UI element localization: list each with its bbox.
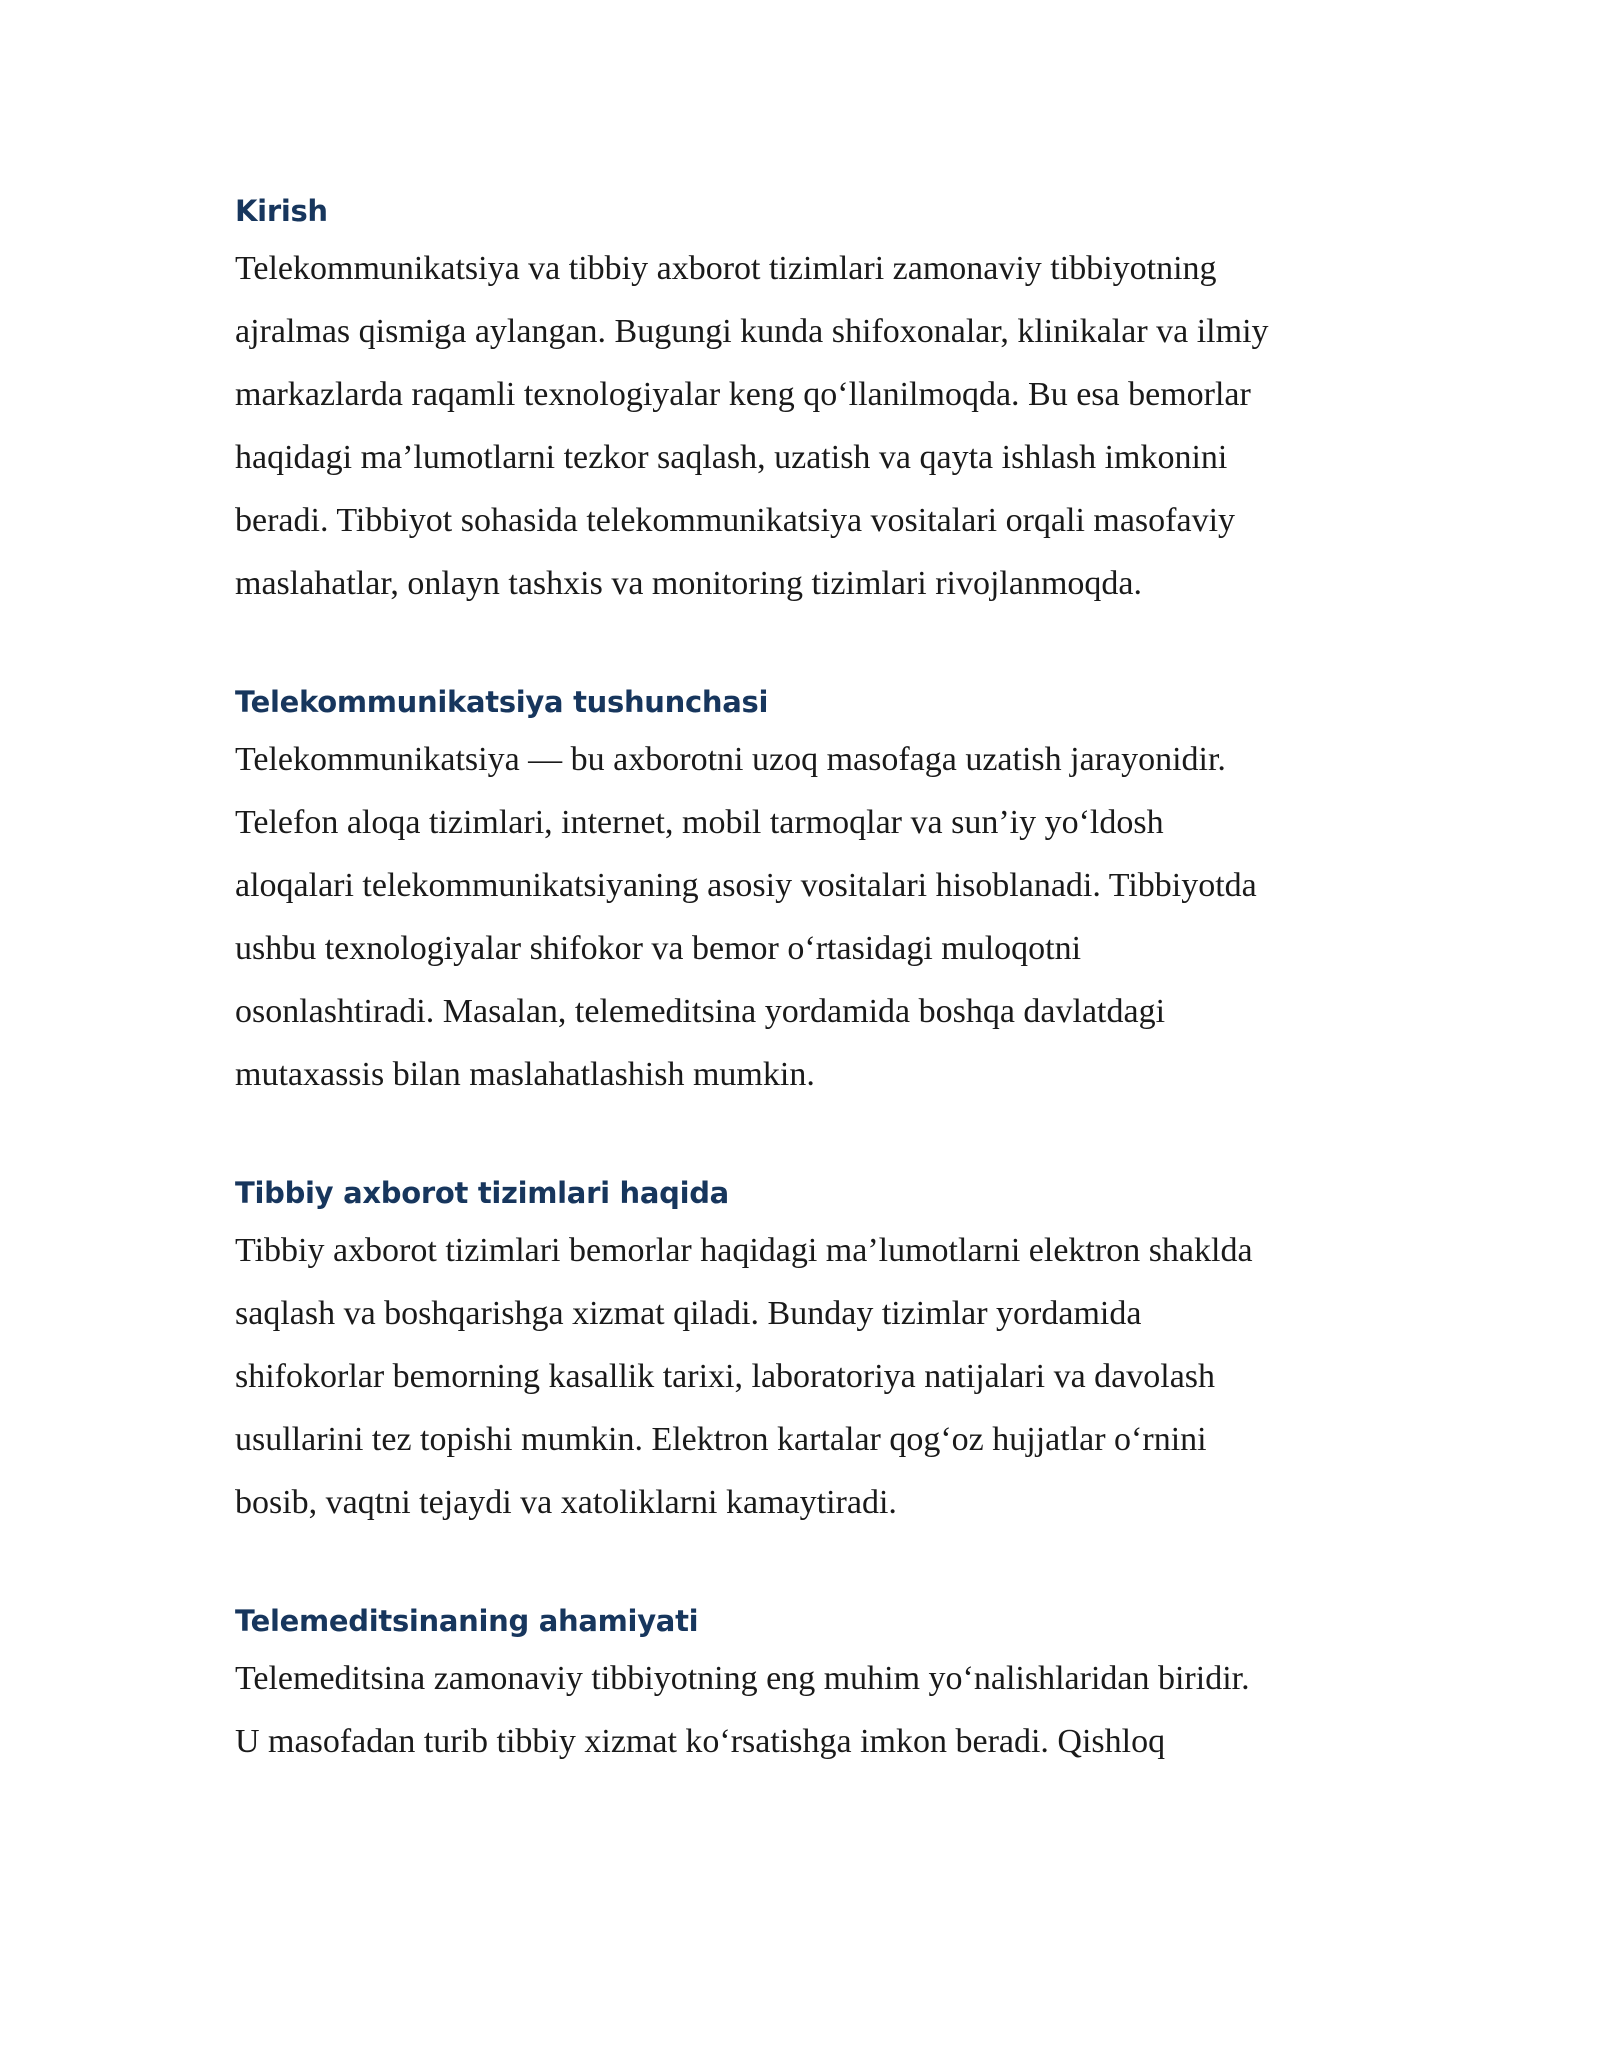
paragraph-line: Telemeditsina zamonaviy tibbiyotning eng muhim yo‘nalishlaridan biridir. <box>235 1660 1250 1697</box>
section-heading: Kirish <box>235 194 328 228</box>
paragraph-line: osonlashtiradi. Masalan, telemeditsina yordamida boshqa davlatdagi <box>235 993 1166 1030</box>
section-telekommunikatsiya <box>235 676 1365 1106</box>
section-heading: Telekommunikatsiya tushunchasi <box>235 685 769 719</box>
section-kirish <box>235 185 1365 615</box>
paragraph-line: bosib, vaqtni tejaydi va xatoliklarni kamaytiradi. <box>235 1484 897 1521</box>
paragraph-line: Telekommunikatsiya — bu axborotni uzoq masofaga uzatish jarayonidir. <box>235 741 1226 778</box>
paragraph-line: shifokorlar bemorning kasallik tarixi, laboratoriya natijalari va davolash <box>235 1358 1216 1395</box>
paragraph-line: ajralmas qismiga aylangan. Bugungi kunda shifoxonalar, klinikalar va ilmiy <box>235 313 1269 350</box>
paragraph-line: mutaxassis bilan maslahatlashish mumkin. <box>235 1056 815 1093</box>
paragraph-line: markazlarda raqamli texnologiyalar keng qo‘llanilmoqda. Bu esa bemorlar <box>235 376 1251 413</box>
paragraph-line: ushbu texnologiyalar shifokor va bemor o‘rtasidagi muloqotni <box>235 930 1082 967</box>
paragraph-line: Tibbiy axborot tizimlari bemorlar haqidagi ma’lumotlarni elektron shaklda <box>235 1232 1253 1269</box>
paragraph-line: maslahatlar, onlayn tashxis va monitoring tizimlari rivojlanmoqda. <box>235 565 1142 602</box>
paragraph-line: Telekommunikatsiya va tibbiy axborot tizimlari zamonaviy tibbiyotning <box>235 250 1217 287</box>
document-page <box>235 185 1365 1834</box>
paragraph-line: U masofadan turib tibbiy xizmat ko‘rsatishga imkon beradi. Qishloq <box>235 1723 1166 1760</box>
paragraph-line: Telefon aloqa tizimlari, internet, mobil tarmoqlar va sun’iy yo‘ldosh <box>235 804 1164 841</box>
paragraph-line: aloqalari telekommunikatsiyaning asosiy vositalari hisoblanadi. Tibbiyotda <box>235 867 1257 904</box>
section-tibbiy-axborot <box>235 1167 1365 1534</box>
paragraph-line: saqlash va boshqarishga xizmat qiladi. Bunday tizimlar yordamida <box>235 1295 1142 1332</box>
paragraph-line: beradi. Tibbiyot sohasida telekommunikatsiya vositalari orqali masofaviy <box>235 502 1236 539</box>
paragraph-line: usullarini tez topishi mumkin. Elektron kartalar qog‘oz hujjatlar o‘rnini <box>235 1421 1207 1458</box>
section-heading: Telemeditsinaning ahamiyati <box>235 1604 699 1638</box>
paragraph-line: haqidagi ma’lumotlarni tezkor saqlash, uzatish va qayta ishlash imkonini <box>235 439 1228 476</box>
section-heading: Tibbiy axborot tizimlari haqida <box>235 1176 729 1210</box>
section-telemeditsina <box>235 1595 1365 1773</box>
